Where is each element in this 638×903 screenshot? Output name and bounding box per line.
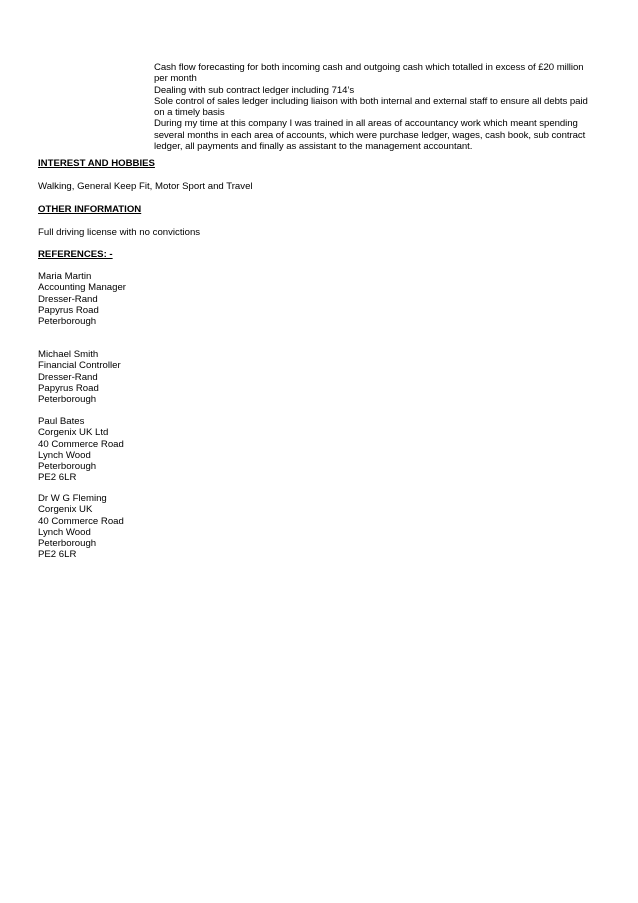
- other-information-heading: OTHER INFORMATION: [38, 204, 142, 215]
- interests-section: [38, 158, 253, 193]
- reference-line: Accounting Manager: [38, 282, 126, 294]
- references-heading: REFERENCES: -: [38, 249, 113, 260]
- reference-entry: [38, 271, 126, 327]
- experience-bullet: Dealing with sub contract ledger including 714’s: [154, 84, 355, 96]
- reference-line: Dresser-Rand: [38, 293, 98, 305]
- interests-text: Walking, General Keep Fit, Motor Sport and Travel: [38, 181, 253, 193]
- interests-heading: INTEREST AND HOBBIES: [38, 158, 155, 169]
- other-information-text: Full driving license with no convictions: [38, 227, 201, 239]
- references-section: [38, 249, 126, 561]
- reference-line: Peterborough: [38, 538, 97, 550]
- reference-name: Michael Smith: [38, 349, 99, 360]
- reference-entry: [38, 493, 124, 561]
- reference-line: Lynch Wood: [38, 449, 91, 461]
- reference-entry: [38, 416, 124, 484]
- experience-bullet: During my time at this company I was trained in all areas of accountancy work which meant spending several months in each area of accounts, which were purchase ledger, wages, cash book, sub contract ledger, all payments and finally as assistant to the management accountant.: [154, 118, 586, 153]
- reference-line: 40 Commerce Road: [38, 438, 124, 450]
- reference-line: Peterborough: [38, 394, 97, 406]
- reference-line: Peterborough: [38, 461, 97, 473]
- reference-line: Corgenix UK Ltd: [38, 427, 109, 439]
- reference-name: Dr W G Fleming: [38, 493, 107, 504]
- reference-name: Maria Martin: [38, 271, 92, 282]
- reference-line: 40 Commerce Road: [38, 515, 124, 527]
- reference-line: Papyrus Road: [38, 382, 99, 394]
- other-information-section: [38, 204, 200, 239]
- reference-line: Peterborough: [38, 316, 97, 328]
- reference-line: PE2 6LR: [38, 472, 77, 484]
- experience-bullet: Sole control of sales ledger including liaison with both internal and external staff to ensure all debts paid on a timely basis: [154, 95, 588, 119]
- experience-bullet-list: [154, 62, 594, 152]
- reference-line: Papyrus Road: [38, 304, 99, 316]
- reference-line: PE2 6LR: [38, 549, 77, 561]
- reference-name: Paul Bates: [38, 416, 85, 427]
- reference-line: Financial Controller: [38, 360, 121, 372]
- experience-bullet: Cash flow forecasting for both incoming cash and outgoing cash which totalled in excess of £20 million per month: [154, 62, 584, 85]
- reference-entry: [38, 349, 121, 405]
- reference-line: Dresser-Rand: [38, 371, 98, 383]
- reference-line: Lynch Wood: [38, 526, 91, 538]
- reference-line: Corgenix UK: [38, 504, 93, 516]
